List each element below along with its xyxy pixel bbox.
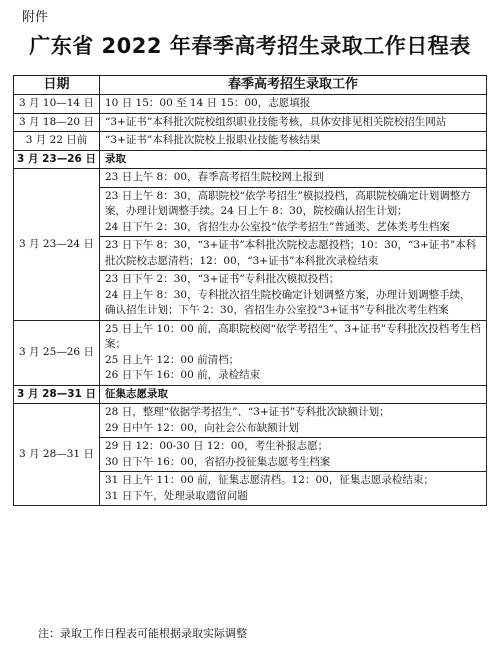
table-row <box>14 404 487 438</box>
row-text: 10 日 15：00 至 14 日 15：00，志愿填报 <box>100 95 487 114</box>
row-date: 3 月 18—20 日 <box>14 113 100 132</box>
section-title: 征集志愿录取 <box>100 385 487 404</box>
row-item: 23 日上午 8：00，春季高考招生院校网上报到 <box>100 169 487 188</box>
row-item: 23 日上午 8：30，高职院校“依学考招生”模拟投档，高职院校确定计划调整方案，办理计划调整手续。24 日上午 8：30，院校确认招生计划； 24 日下午 2：30，省招生办公室投“依学考招生”普通类、艺体类考生档案 <box>100 187 487 237</box>
table-row <box>14 95 487 114</box>
row-date: 3 月 25—26 日 <box>14 320 100 385</box>
row-item: 25 日上午 10：00 前，高职院校阅“依学考招生”、3+证书”专科批次投档考生档案； 25 日上午 12：00 前清档； 26 日下午 16：00 前，录检结束 <box>100 320 487 385</box>
schedule-table <box>13 75 487 506</box>
header-work: 春季高考招生录取工作 <box>100 76 487 95</box>
row-date: 3 月 28—31 日 <box>14 404 100 506</box>
row-item: 29 日 12：00-30 日 12：00，考生补报志愿； 30 日下午 16：00，省招办投征集志愿考生档案 <box>100 438 487 472</box>
row-item: 23 日下午 2：30，“3+证书”专科批次模拟投档； 24 日上午 8：30，专科批次招生院校确定计划调整方案，办理计划调整手续，确认招生计划；下午 2：30，省招生办公室投“3+证书”专科批次考生档案 <box>100 271 487 321</box>
header-date: 日期 <box>14 76 100 95</box>
row-item: 28 日，整理“依据学考招生”、“3+证书”专科批次缺额计划； 29 日中午 12：00，向社会公布缺额计划 <box>100 404 487 438</box>
section-date: 3 月 23—26 日 <box>14 150 100 169</box>
table-row <box>14 132 487 151</box>
row-date: 3 月 22 日前 <box>14 132 100 151</box>
page-title: 广东省 2022 年春季高考招生录取工作日程表 <box>29 34 471 58</box>
table-row <box>14 320 487 385</box>
table-row <box>14 113 487 132</box>
section-row <box>14 150 487 169</box>
section-row <box>14 385 487 404</box>
table-row <box>14 169 487 188</box>
row-item: 31 日上午 11：00 前，征集志愿清档。12：00，征集志愿录检结束； 31 日下午，处理录取遗留问题 <box>100 472 487 506</box>
section-date: 3 月 28—31 日 <box>14 385 100 404</box>
section-title: 录取 <box>100 150 487 169</box>
footnote: 注：录取工作日程表可能根据录取实际调整 <box>38 627 247 640</box>
row-date: 3 月 23—24 日 <box>14 169 100 321</box>
table-header-row <box>14 76 487 95</box>
row-item: 23 日下午 8：30，“3+证书”本科批次院校志愿投档；10：30，“3+证书”本科批次院校志愿清档；12：00，“3+证书”本科批次录检结束 <box>100 237 487 271</box>
row-date: 3 月 10—14 日 <box>14 95 100 114</box>
row-text: “3+证书”本科批次院校组织职业技能考核，具体安排见相关院校招生网站 <box>100 113 487 132</box>
row-text: “3+证书”本科批次院校上报职业技能考核结果 <box>100 132 487 151</box>
attachment-label: 附件 <box>22 10 49 25</box>
